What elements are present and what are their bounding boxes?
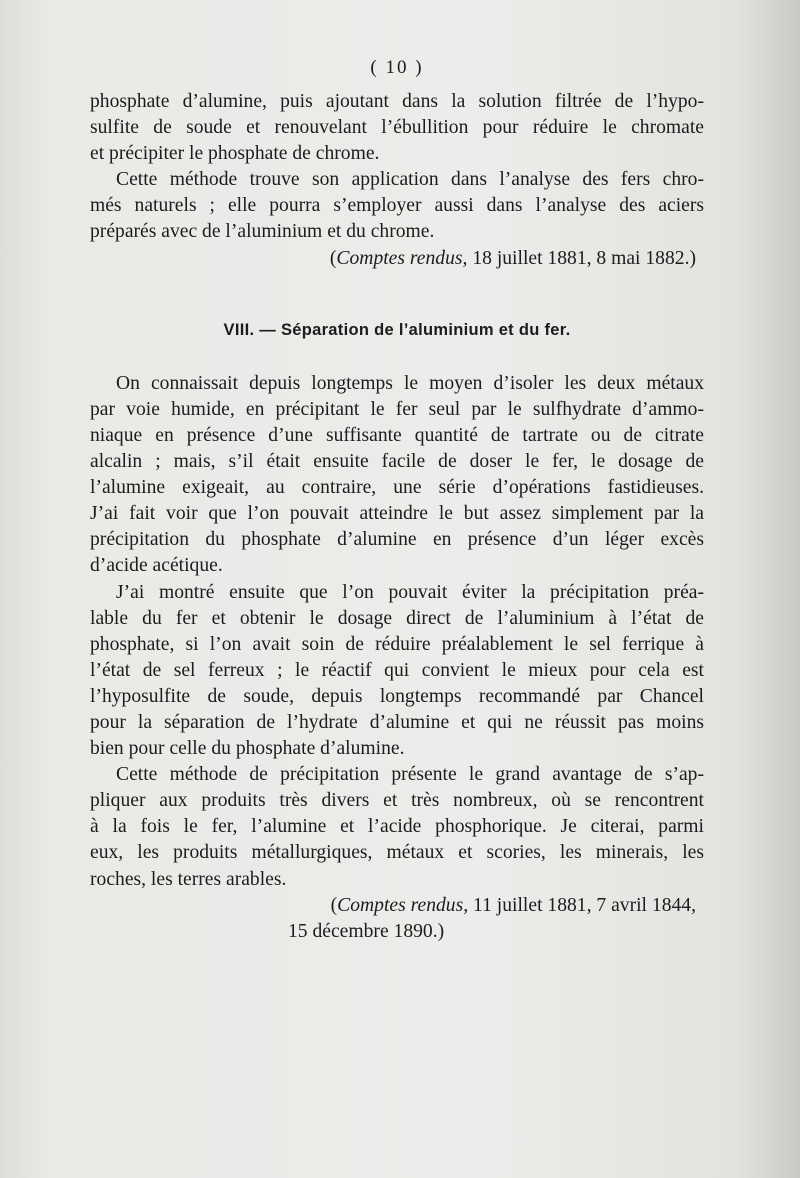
citation-2-line-1: (Comptes rendus, 11 juillet 1881, 7 avril 1844,	[330, 894, 696, 916]
section-heading: VIII. — Séparation de l’aluminium et du fer.	[223, 320, 571, 339]
citation-2-line-2: 15 décembre 1890.)	[288, 920, 445, 942]
text-line: phosphate d’alumine, puis ajoutant dans la solution filtrée de l’hypo-	[90, 91, 704, 112]
text-line: préparés avec de l’aluminium et du chrome.	[90, 221, 435, 243]
citation-source: Comptes rendus,	[336, 247, 468, 269]
citation-dates: 11 juillet 1881, 7 avril 1844,	[468, 894, 696, 916]
citation-1: (Comptes rendus, 18 juillet 1881, 8 mai 1882.)	[329, 247, 696, 269]
text-line: roches, les terres arables.	[90, 868, 287, 890]
citation-source: Comptes rendus,	[337, 894, 469, 916]
text-line: Cette méthode trouve son application dans l’analyse des fers chro-	[116, 169, 704, 191]
text-line: lable du fer et obtenir le dosage direct de l’aluminium à l’état de	[90, 607, 704, 629]
text-line: l’hyposulfite de soude, depuis longtemps recommandé par Chancel	[90, 685, 704, 707]
section-paragraph-1	[90, 371, 704, 580]
text-line: bien pour celle du phosphate d’alumine.	[90, 738, 405, 760]
text-line: l’état de sel ferreux ; le réactif qui convient le mieux pour cela est	[90, 659, 704, 681]
text-line: pour la séparation de l’hydrate d’alumine et qui ne réussit pas moins	[90, 711, 704, 733]
citation-dates: 18 juillet 1881, 8 mai 1882.)	[467, 247, 696, 269]
text-line: sulfite de soude et renouvelant l’ébullition pour réduire le chromate	[90, 117, 704, 139]
text-line: eux, les produits métallurgiques, métaux et scories, les minerais, les	[90, 842, 704, 864]
text-line: J’ai montré ensuite que l’on pouvait éviter la précipitation préa-	[116, 581, 704, 603]
text-line: J’ai fait voir que l’on pouvait atteindre le but assez simplement par la	[90, 503, 704, 525]
text-line: alcalin ; mais, s’il était ensuite facile de doser le fer, le dosage de	[90, 451, 704, 473]
page-number: ( 10 )	[370, 57, 424, 78]
text-line: On connaissait depuis longtemps le moyen d’isoler les deux métaux	[116, 372, 704, 394]
text-line: par voie humide, en précipitant le fer seul par le sulfhydrate d’ammo-	[90, 398, 704, 420]
section-paragraph-2	[90, 580, 704, 763]
text-line: pliquer aux produits très divers et très nombreux, où se rencontrent	[90, 790, 704, 812]
text-line: l’alumine exigeait, au contraire, une série d’opérations fastidieuses.	[90, 477, 704, 499]
application-paragraph	[90, 167, 704, 245]
section-paragraph-3	[90, 762, 704, 892]
text-line: et précipiter le phosphate de chrome.	[90, 143, 380, 165]
text-line: més naturels ; elle pourra s’employer aussi dans l’analyse des aciers	[90, 195, 704, 217]
intro-paragraph	[90, 89, 704, 167]
text-line: Cette méthode de précipitation présente le grand avantage de s’ap-	[116, 764, 704, 786]
text-line: précipitation du phosphate d’alumine en présence d’un léger excès	[90, 529, 704, 551]
page-text	[90, 55, 704, 945]
text-line: d’acide acétique.	[90, 555, 223, 577]
text-line: à la fois le fer, l’alumine et l’acide phosphorique. Je citerai, parmi	[90, 816, 704, 838]
citation-2	[90, 893, 704, 945]
text-line: niaque en présence d’une suffisante quantité de tartrate ou de citrate	[90, 424, 704, 446]
text-line: phosphate, si l’on avait soin de réduire préalablement le sel ferrique à	[90, 633, 704, 655]
